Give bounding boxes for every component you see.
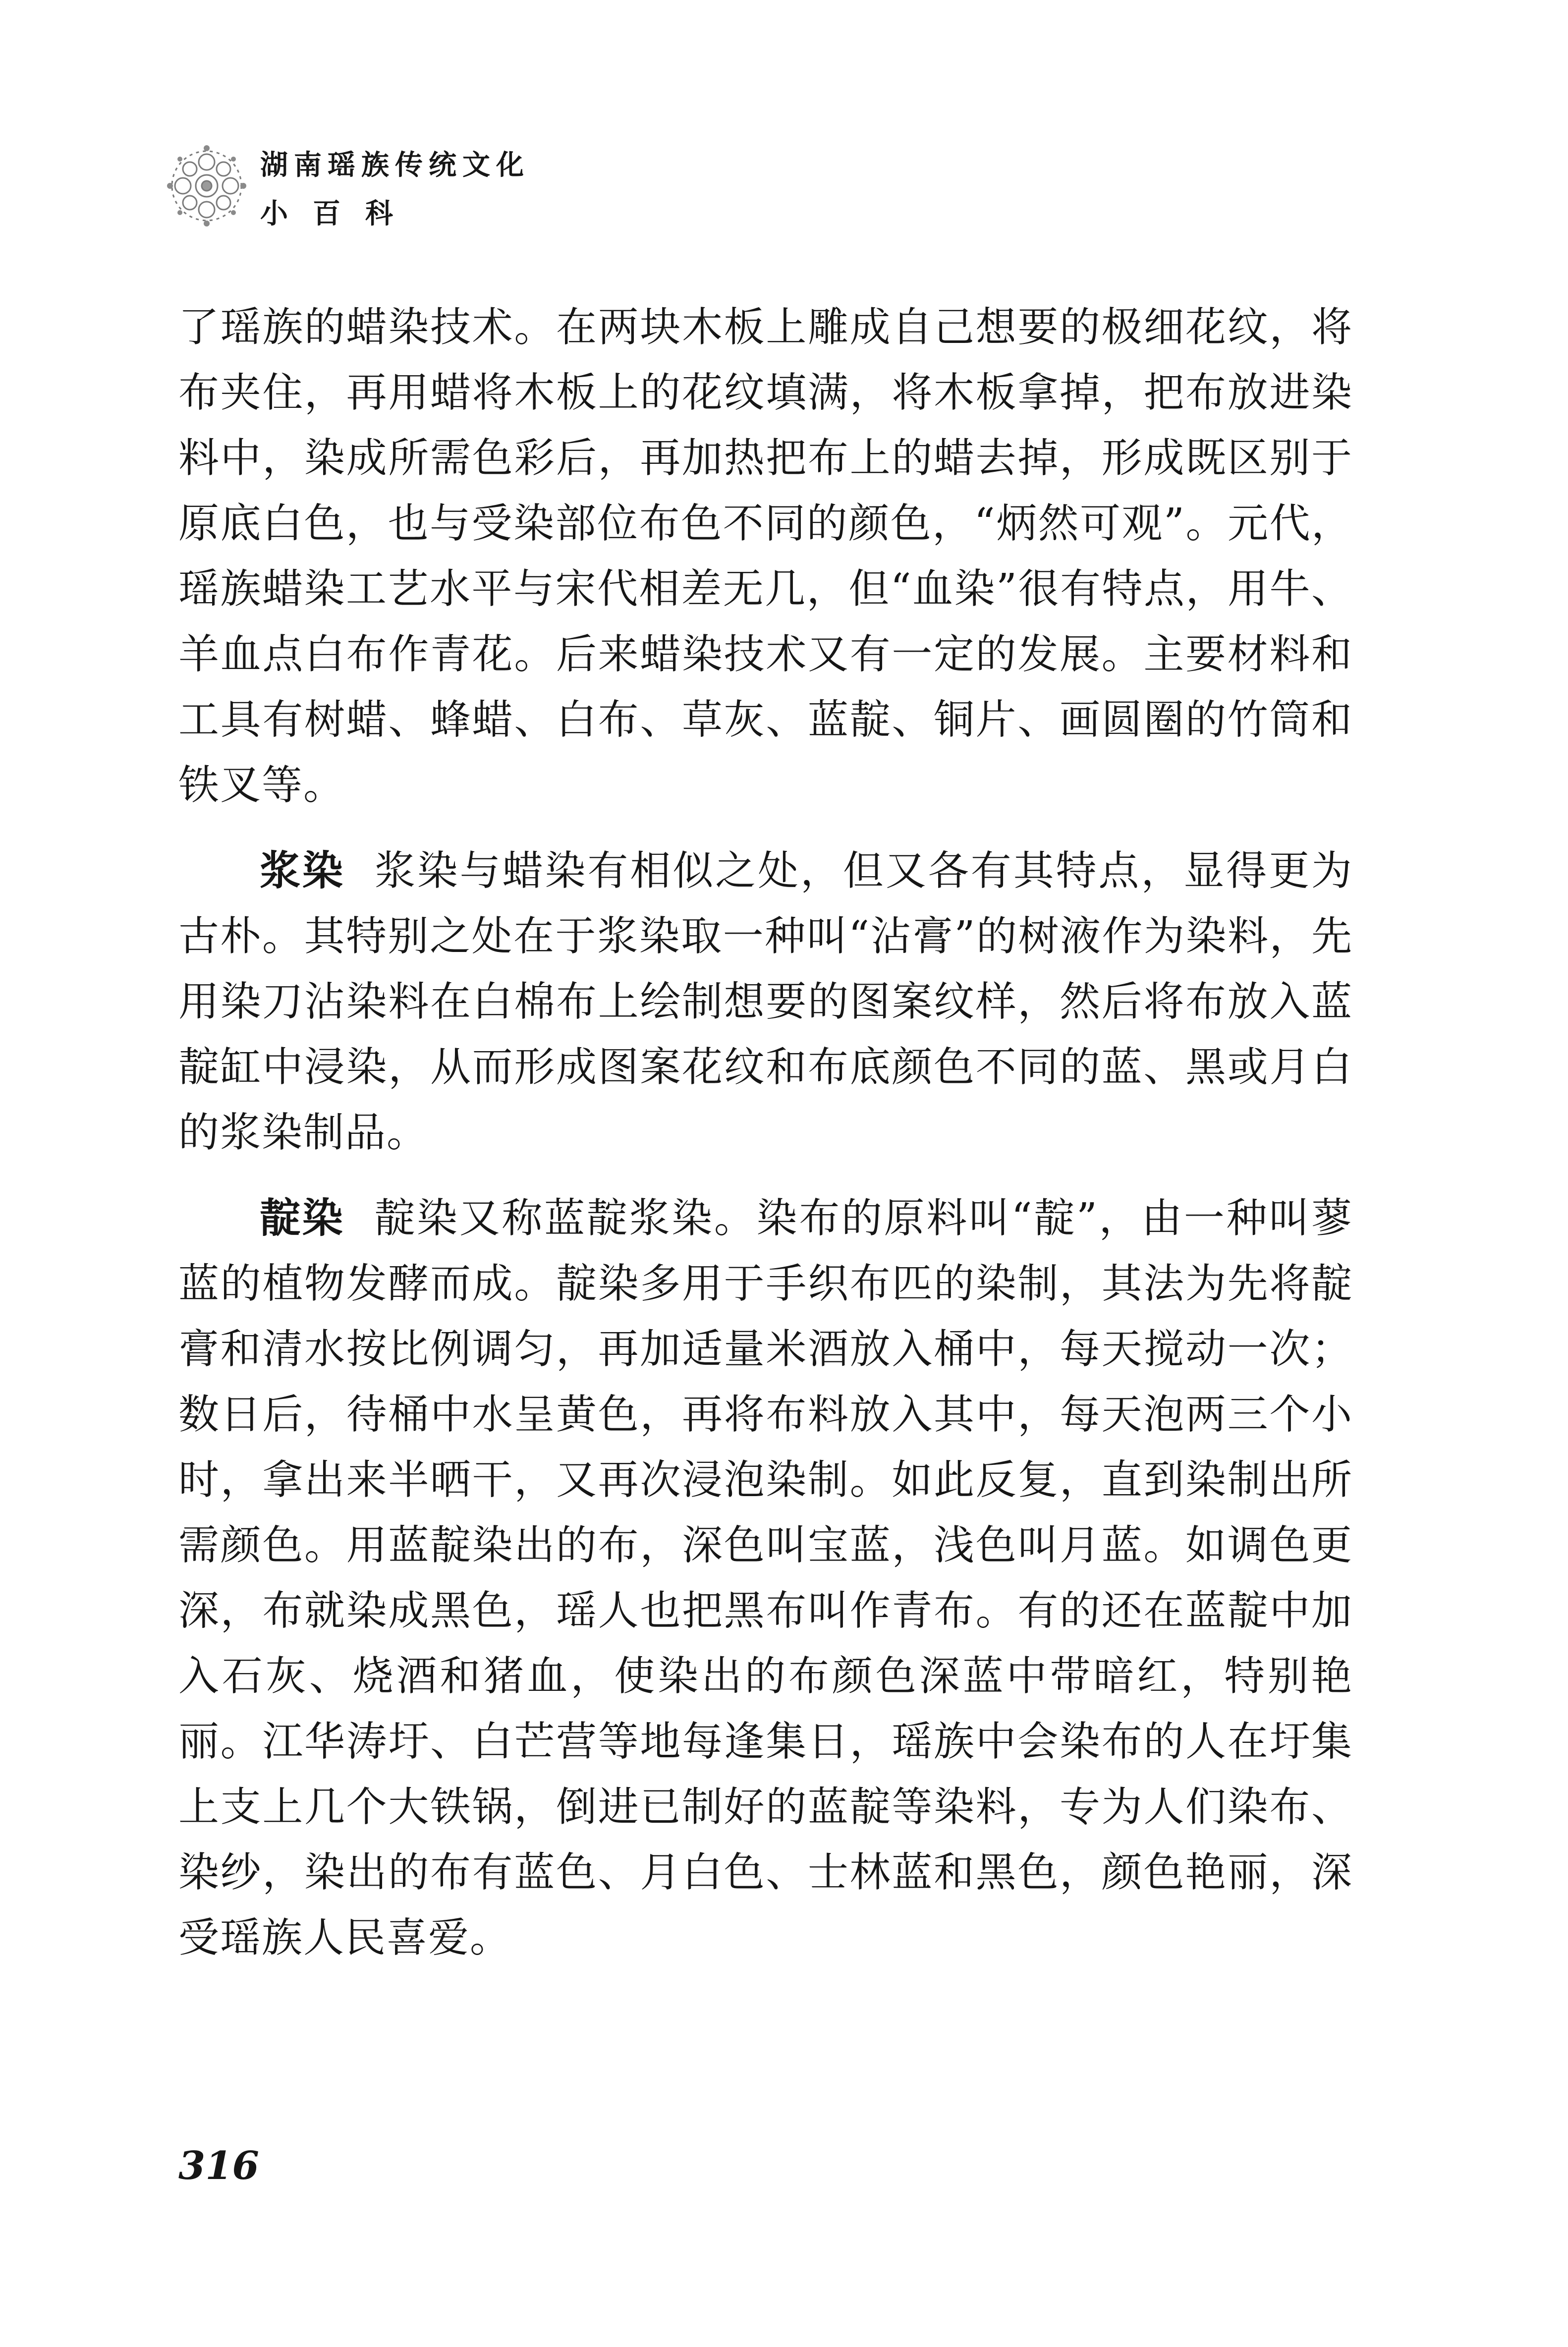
paragraph-text: 浆染与蜡染有相似之处，但又各有其特点，显得更为古朴。其特别之处在于浆染取一种叫“沾膏”的树液作为染料，先用染刀沾染料在白棉布上绘制想要的图案纹样，然后将布放入蓝靛缸中浸染，从而形成图案花纹和布底颜色不同的蓝、黑或月白的浆染制品。 — [178, 847, 1353, 1156]
body-text — [178, 295, 1353, 1991]
series-title: 湖南瑶族传统文化 — [260, 149, 530, 181]
running-header — [166, 136, 562, 235]
ornamental-flower-emblem-icon — [166, 142, 248, 229]
paragraph-paste-dyeing — [178, 838, 1353, 1166]
page-number: 316 — [178, 2143, 259, 2188]
section-term: 浆染 — [260, 847, 345, 894]
paragraph-indigo-dyeing — [178, 1185, 1353, 1971]
paragraph-batik — [178, 295, 1353, 818]
section-term: 靛染 — [260, 1194, 345, 1242]
paragraph-text: 靛染又称蓝靛浆染。染布的原料叫“靛”，由一种叫蓼蓝的植物发酵而成。靛染多用于手织布匹的染制，其法为先将靛膏和清水按比例调匀，再加适量米酒放入桶中，每天搅动一次；数日后，待桶中水呈黄色，再将布料放入其中，每天泡两三个小时，拿出来半晒干，又再次浸泡染制。如此反复，直到染制出所需颜色。用蓝靛染出的布，深色叫宝蓝，浅色叫月蓝。如调色更深，布就染成黑色，瑶人也把黑布叫作青布。有的还在蓝靛中加入石灰、烧酒和猪血，使染出的布颜色深蓝中带暗红，特别艳丽。江华涛圩、白芒营等地每逢集日，瑶族中会染布的人在圩集上支上几个大铁锅，倒进已制好的蓝靛等染料，专为人们染布、染纱，染出的布有蓝色、月白色、士林蓝和黑色，颜色艳丽，深受瑶族人民喜爱。 — [178, 1195, 1353, 1961]
series-subtitle: 小百科 — [260, 197, 418, 230]
paragraph-text: 了瑶族的蜡染技术。在两块木板上雕成自己想要的极细花纹，将布夹住，再用蜡将木板上的花纹填满，将木板拿掉，把布放进染料中，染成所需色彩后，再加热把布上的蜡去掉，形成既区别于原底白色，也与受染部位布色不同的颜色，“炳然可观”。元代，瑶族蜡染工艺水平与宋代相差无几，但“血染”很有特点，用牛、羊血点白布作青花。后来蜡染技术又有一定的发展。主要材料和工具有树蜡、蜂蜡、白布、草灰、蓝靛、铜片、画圆圈的竹筒和铁叉等。 — [178, 304, 1353, 809]
